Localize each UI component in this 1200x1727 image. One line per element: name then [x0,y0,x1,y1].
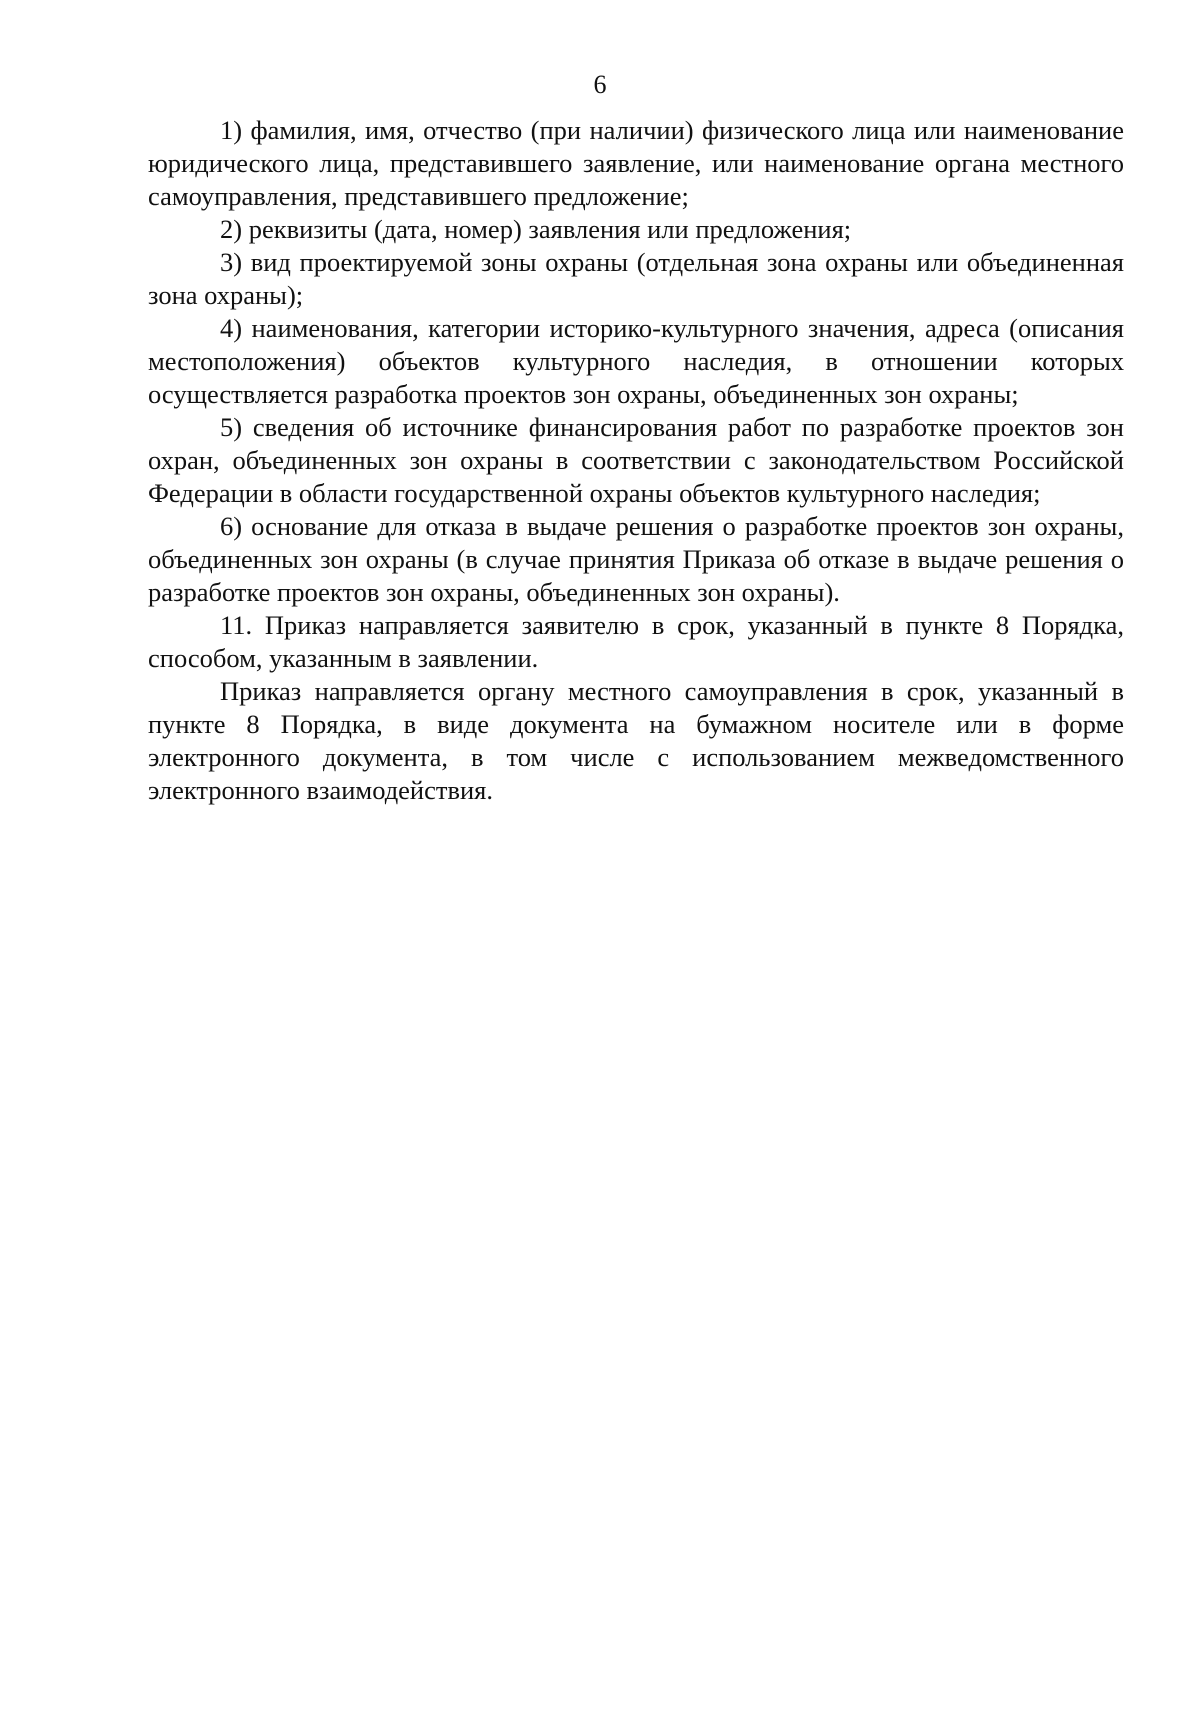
list-item-2-requisites: 2) реквизиты (дата, номер) заявления или предложения; [220,214,852,244]
list-item-6-refusal-grounds: 6) основание для отказа в выдаче решения о разработке проектов зон охраны, объединенных зон охраны (в случае принятия Приказа об отказе в выдаче решения о разработке проектов зон охраны, объединенных зон охраны). [148,511,1124,607]
document-body [148,114,1124,807]
list-item-1-applicant-name: 1) фамилия, имя, отчество (при наличии) физического лица или наименование юридического лица, представившего заявление, или наименование органа местного самоуправления, представившего предложение; [148,115,1124,211]
clause-11-order-to-applicant: 11. Приказ направляется заявителю в срок, указанный в пункте 8 Порядка, способом, указанным в заявлении. [148,610,1124,673]
list-item-5-financing: 5) сведения об источнике финансирования работ по разработке проектов зон охран, объединенных зон охраны в соответствии с законодательством Российской Федерации в области государственной охраны объектов культурного наследия; [148,412,1124,508]
clause-order-to-local-government: Приказ направляется органу местного самоуправления в срок, указанный в пункте 8 Порядка, в виде документа на бумажном носителе или в форме электронного документа, в том числе с использованием межведомственного электронного взаимодействия. [148,676,1124,805]
page-number: 6 [593,70,607,99]
list-item-4-heritage-objects: 4) наименования, категории историко-культурного значения, адреса (описания местоположения) объектов культурного наследия, в отношении которых осуществляется разработка проектов зон охраны, объединенных зон охраны; [148,313,1124,409]
list-item-3-zone-type: 3) вид проектируемой зоны охраны (отдельная зона охраны или объединенная зона охраны); [148,247,1124,310]
